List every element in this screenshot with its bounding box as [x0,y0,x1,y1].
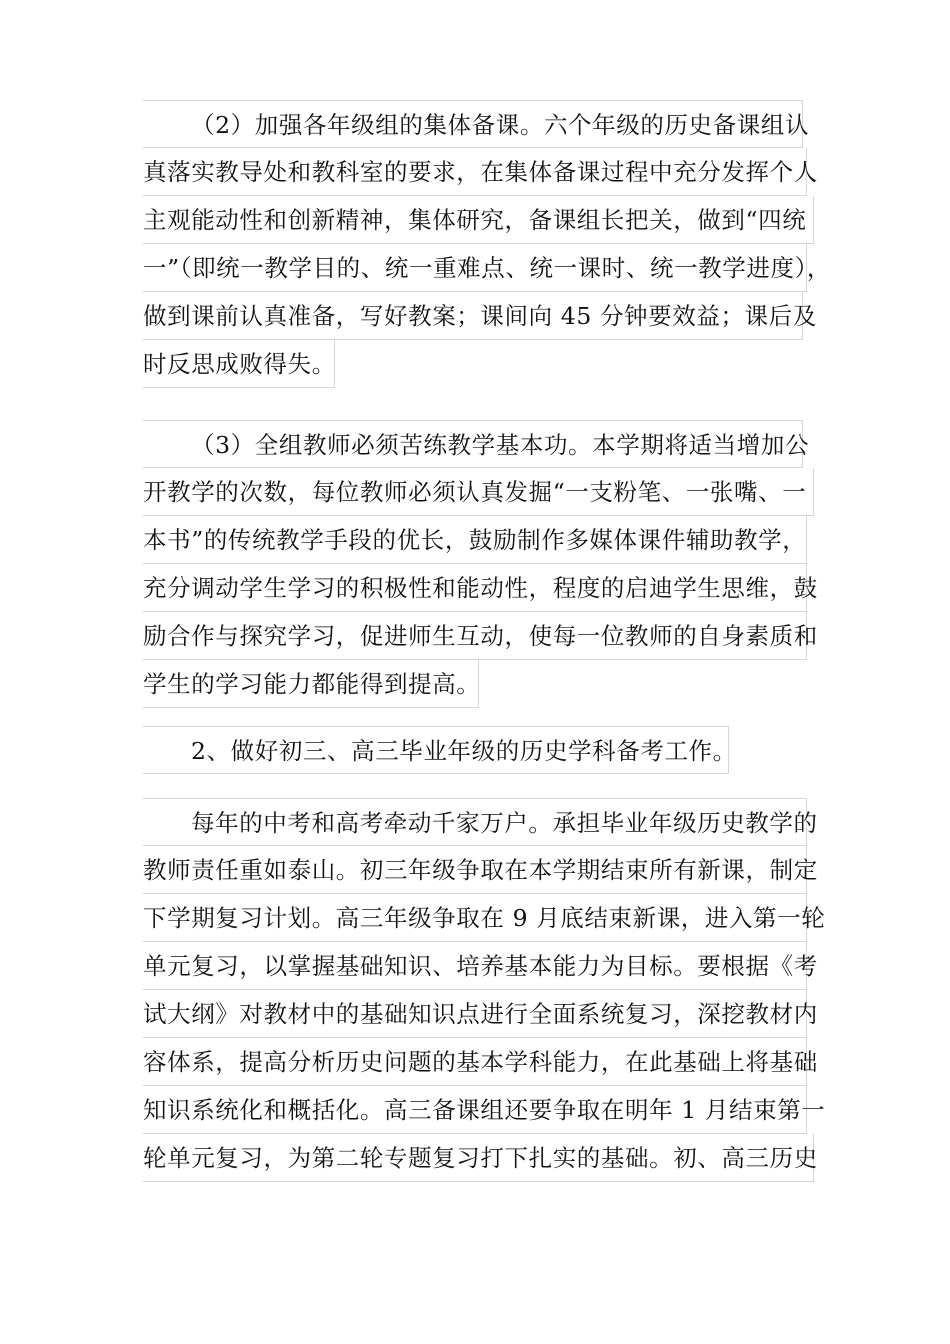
text-line: 容体系，提高分析历史问题的基本学科能力，在此基础上将基础 [143,1038,807,1086]
text-line: 充分调动学生学习的积极性和能动性，程度的启迪学生思维，鼓 [143,564,807,612]
text-line: 教师责任重如泰山。初三年级争取在本学期结束所有新课，制定 [143,846,807,894]
paragraph-teaching-skills [143,420,818,708]
paragraph-exam-prep [143,798,826,1182]
text-line: （2）加强各年级组的集体备课。六个年级的历史备课组认 [143,100,803,148]
text-line: （3）全组教师必须苦练教学基本功。本学期将适当增加公 [143,420,803,468]
text-line: 一”（即统一教学目的、统一重难点、统一课时、统一教学进度）， [143,244,807,292]
text-line: 单元复习，以掌握基础知识、培养基本能力为目标。要根据《考 [143,942,807,990]
text-line: 主观能动性和创新精神，集体研究，备课组长把关，做到“四统 [143,196,814,244]
text-line: 时反思成败得失。 [143,340,335,388]
text-line: 本书”的传统教学手段的优长，鼓励制作多媒体课件辅助教学， [143,516,807,564]
text-line: 学生的学习能力都能得到提高。 [143,660,479,708]
text-line: 真落实教导处和教科室的要求，在集体备课过程中充分发挥个人 [143,148,807,196]
text-line: 开教学的次数，每位教师必须认真发掘“一支粉笔、一张嘴、一 [143,468,814,516]
text-line: 每年的中考和高考牵动千家万户。承担毕业年级历史教学的 [143,798,807,846]
text-line: 2、做好初三、高三毕业年级的历史学科备考工作。 [143,726,729,774]
text-line: 轮单元复习，为第二轮专题复习打下扎实的基础。初、高三历史 [143,1134,814,1182]
text-line: 试大纲》对教材中的基础知识点进行全面系统复习，深挖教材内 [143,990,807,1038]
section-heading-graduation-prep [143,726,737,774]
text-line: 做到课前认真准备，写好教案；课间向 45 分钟要效益；课后及 [143,292,803,340]
paragraph-collective-lesson-prep [143,100,832,388]
text-line: 励合作与探究学习，促进师生互动，使每一位教师的自身素质和 [143,612,807,660]
text-line: 知识系统化和概括化。高三备课组还要争取在明年 1 月结束第一 [143,1086,807,1134]
text-line: 下学期复习计划。高三年级争取在 9 月底结束新课，进入第一轮 [143,894,807,942]
